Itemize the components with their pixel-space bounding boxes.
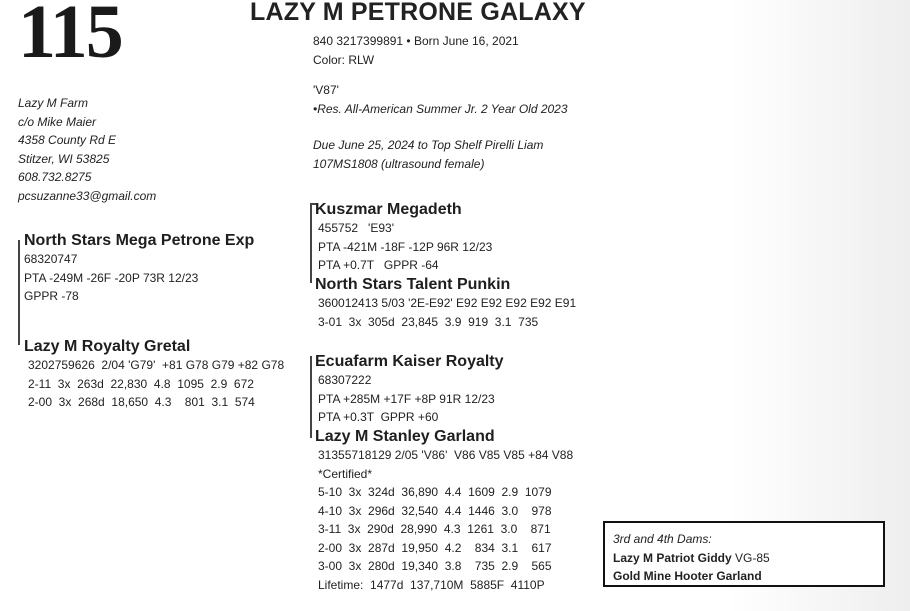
sires-dam-line: 360012413 5/03 '2E-E92' E92 E92 E92 E92 E91	[318, 296, 577, 310]
fourth-dam-name: Gold Mine Hooter Garland	[613, 569, 762, 583]
third-dam-name: Lazy M Patriot Giddy	[613, 550, 732, 565]
third-fourth-dams-box	[603, 521, 885, 587]
animal-name: LAZY M PETRONE GALAXY	[250, 0, 586, 26]
dams-sire-line: PTA +0.3T GPPR +60	[318, 410, 439, 424]
animal-due: Due June 25, 2024 to Top Shelf Pirelli Liam	[313, 138, 544, 152]
sire-side-bracket	[310, 203, 312, 283]
sire-name: North Stars Mega Petrone Exp	[24, 232, 255, 249]
sires-sire-line: 455752 'E93'	[318, 221, 394, 235]
consignor-street: 4358 County Rd E	[18, 133, 117, 147]
dams-sire-line: 68307222	[318, 373, 372, 387]
animal-info	[313, 32, 568, 173]
sires-sire-block	[315, 200, 493, 275]
dam-name: Lazy M Royalty Gretal	[24, 338, 191, 355]
sire-dam-bracket	[18, 240, 20, 345]
sires-dam-name: North Stars Talent Punkin	[315, 276, 511, 293]
dams-dam-line: 3-11 3x 290d 28,990 4.3 1261 3.0 871	[318, 522, 551, 536]
dams-dam-line: Lifetime: 1477d 137,710M 5885F 4110P	[318, 577, 545, 592]
animal-award: •Res. All-American Summer Jr. 2 Year Old 2023	[313, 101, 568, 116]
dams-sire-block	[315, 352, 504, 427]
dams-dam-block	[315, 427, 574, 594]
animal-ultrasound: 107MS1808 (ultrasound female)	[313, 156, 485, 171]
consignor-farm: Lazy M Farm	[18, 96, 89, 110]
lot-number: 115	[18, 0, 122, 74]
sires-dam-line: 3-01 3x 305d 23,845 3.9 919 3.1 735	[318, 314, 539, 329]
dams-dam-line: *Certified*	[318, 466, 373, 481]
third-dam-class: VG-85	[731, 550, 770, 565]
sires-sire-name: Kuszmar Megadeth	[315, 201, 462, 218]
dams-dam-line: 31355718129 2/05 'V86' V86 V85 V85 +84 V88	[318, 448, 574, 462]
dam-side-bracket	[310, 356, 312, 438]
dam-line: 2-00 3x 268d 18,650 4.3 801 3.1 574	[28, 395, 255, 409]
sires-sire-line: PTA -421M -18F -12P 96R 12/23	[318, 239, 493, 254]
animal-classification: 'V87'	[313, 83, 339, 97]
dam-line: 2-11 3x 263d 22,830 4.8 1095 2.9 672	[28, 376, 254, 391]
dams-sire-name: Ecuafarm Kaiser Royalty	[315, 353, 504, 370]
third-dam	[613, 549, 875, 568]
dam-line: 3202759626 2/04 'G79' +81 G78 G79 +82 G78	[28, 358, 285, 372]
dams-dam-line: 4-10 3x 296d 32,540 4.4 1446 3.0 978	[318, 503, 552, 518]
dams-dam-name: Lazy M Stanley Garland	[315, 428, 495, 445]
sires-sire-line: PTA +0.7T GPPR -64	[318, 258, 439, 272]
sire-block	[24, 231, 254, 306]
consignor-city: Stitzer, WI 53825	[18, 151, 110, 166]
dams-dam-line: 3-00 3x 280d 19,340 3.8 735 2.9 565	[318, 559, 552, 573]
dams-sire-line: PTA +285M +17F +8P 91R 12/23	[318, 391, 495, 406]
consignor-email: pcsuzanne33@gmail.com	[18, 188, 157, 203]
dams-box-heading: 3rd and 4th Dams:	[613, 532, 712, 546]
animal-color: Color: RLW	[313, 52, 375, 67]
consignor-contact: c/o Mike Maier	[18, 114, 97, 129]
dams-dam-line: 2-00 3x 287d 19,950 4.2 834 3.1 617	[318, 540, 552, 555]
sire-line: PTA -249M -26F -20P 73R 12/23	[24, 270, 199, 285]
consignor-address	[18, 94, 156, 205]
dams-dam-line: 5-10 3x 324d 36,890 4.4 1609 2.9 1079	[318, 485, 552, 499]
dam-block	[24, 337, 285, 412]
sires-dam-block	[315, 275, 577, 331]
sire-line: 68320747	[24, 252, 78, 266]
animal-id-born: 840 3217399891 • Born June 16, 2021	[313, 34, 519, 48]
sire-line: GPPR -78	[24, 289, 79, 303]
consignor-phone: 608.732.8275	[18, 170, 92, 184]
